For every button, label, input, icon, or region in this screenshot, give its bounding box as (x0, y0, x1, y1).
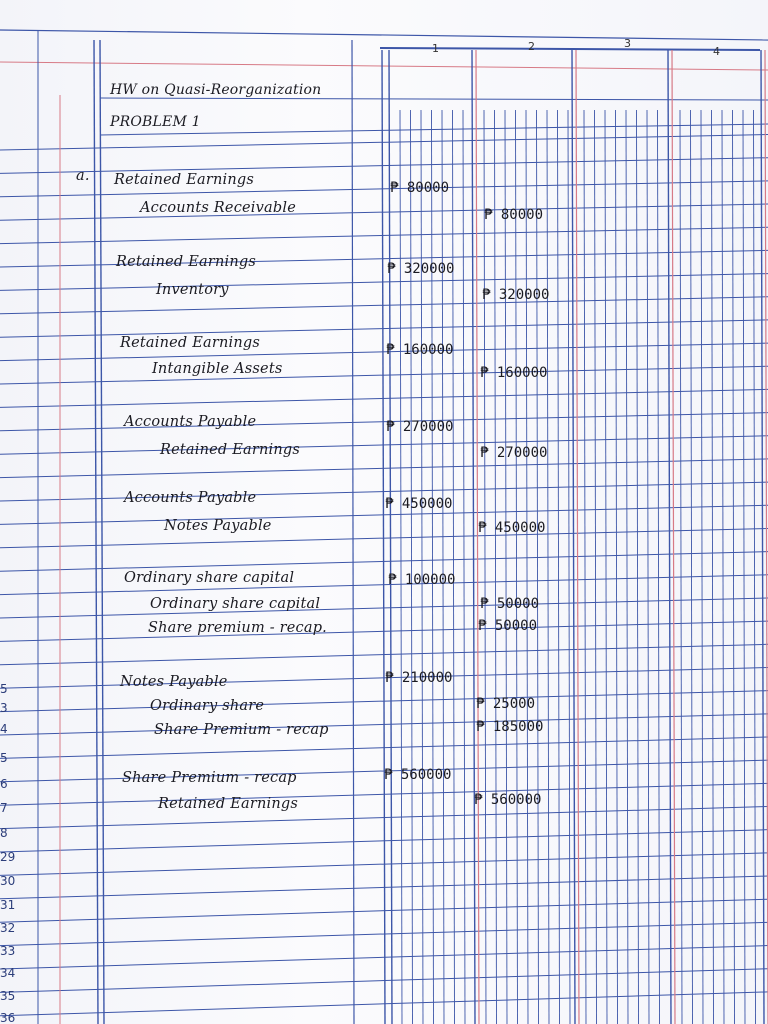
money-column-rule (605, 110, 607, 1024)
journal-account-debit: Accounts Payable (124, 414, 257, 430)
ledger-row-rule (0, 227, 768, 243)
part-label: a. (76, 168, 90, 184)
margin-rule (94, 40, 98, 1024)
money-separator-rule (472, 50, 475, 1024)
money-column-rule (453, 110, 455, 1024)
header-rule (0, 30, 768, 40)
money-column-rule (463, 110, 465, 1024)
money-column-rule (558, 110, 560, 1024)
journal-account-credit: Retained Earnings (158, 796, 299, 812)
row-number: 5 (0, 682, 8, 696)
debit-amount: ₱ 450000 (385, 496, 453, 512)
credit-amount: ₱ 50000 (478, 618, 538, 634)
row-number: 34 (0, 966, 16, 980)
money-column-rule (595, 110, 597, 1024)
journal-account-debit: Notes Payable (120, 674, 228, 690)
ledger-row-rule (0, 413, 768, 431)
column-number-2: 2 (528, 40, 535, 53)
money-column-rule (637, 110, 639, 1024)
column-rule (382, 50, 385, 1024)
journal-account-credit: Retained Earnings (160, 442, 301, 458)
ledger-row-rule (0, 969, 768, 993)
journal-account-credit: Accounts Receivable (140, 200, 296, 216)
journal-account-debit: Retained Earnings (120, 335, 261, 351)
money-column-rule (421, 110, 423, 1024)
header-rule (0, 62, 768, 70)
money-column-rule (537, 110, 539, 1024)
journal-account-credit: Share premium - recap. (148, 620, 327, 636)
journal-account-credit: Ordinary share capital (150, 596, 321, 612)
credit-amount: ₱ 270000 (480, 445, 548, 461)
credit-amount: ₱ 160000 (480, 365, 548, 381)
journal-account-debit: Share Premium - recap (122, 770, 297, 786)
debit-amount: ₱ 80000 (390, 180, 450, 196)
credit-amount: ₱ 50000 (480, 596, 540, 612)
journal-account-debit: Retained Earnings (116, 254, 257, 270)
credit-amount: ₱ 320000 (482, 287, 550, 303)
money-column-rule (743, 110, 745, 1024)
row-number: 3 (0, 701, 8, 715)
money-column-rule (691, 110, 693, 1024)
ledger-row-rule (0, 992, 768, 1016)
money-column-rule (584, 110, 586, 1024)
debit-amount: ₱ 210000 (385, 670, 453, 686)
credit-amount: ₱ 450000 (478, 520, 546, 536)
money-separator-rule (572, 50, 575, 1024)
money-separator-rule (476, 50, 479, 1024)
money-column-rule (680, 110, 682, 1024)
money-column-rule (616, 110, 618, 1024)
row-number: 31 (0, 898, 16, 912)
money-column-rule (733, 110, 735, 1024)
money-column-rule (516, 110, 518, 1024)
ledger-row-rule (0, 320, 768, 337)
money-separator-rule (576, 50, 579, 1024)
journal-account-debit: Ordinary share capital (124, 570, 295, 586)
money-separator-rule (761, 50, 764, 1024)
money-column-rule (432, 110, 434, 1024)
money-column-rule (547, 110, 549, 1024)
margin-rule (100, 40, 104, 1024)
debit-amount: ₱ 270000 (386, 419, 454, 435)
money-column-rule (484, 110, 486, 1024)
ledger-row-rule (0, 343, 768, 361)
debit-amount: ₱ 100000 (388, 572, 456, 588)
money-column-rule (754, 110, 756, 1024)
column-rule (389, 50, 392, 1024)
journal-account-credit: Intangible Assets (152, 361, 283, 377)
column-number-3: 3 (624, 37, 631, 50)
credit-amount: ₱ 25000 (476, 696, 536, 712)
problem-label: PROBLEM 1 (110, 114, 201, 130)
journal-account-debit: Retained Earnings (114, 172, 255, 188)
column-number-1: 1 (432, 42, 439, 55)
money-column-rule (658, 110, 660, 1024)
row-number: 32 (0, 921, 16, 935)
ledger-row-rule (0, 946, 768, 969)
money-column-rule (526, 110, 528, 1024)
row-number: 8 (0, 826, 8, 840)
page-title: HW on Quasi-Reorganization (110, 82, 322, 98)
money-separator-rule (672, 50, 675, 1024)
row-number: 33 (0, 944, 16, 958)
ledger-row-rule (0, 204, 768, 220)
journal-account-credit: Ordinary share (150, 698, 265, 714)
ledger-row-rule (0, 436, 768, 454)
row-number: 30 (0, 874, 16, 888)
money-column-rule (505, 110, 507, 1024)
row-number: 4 (0, 722, 8, 736)
credit-amount: ₱ 560000 (474, 792, 542, 808)
row-number: 5 (0, 751, 8, 765)
money-column-rule (568, 110, 570, 1024)
journal-account-credit: Inventory (156, 282, 229, 298)
money-separator-rule (668, 50, 671, 1024)
row-number: 29 (0, 850, 16, 864)
ledger-row-rule (0, 274, 768, 291)
journal-account-credit: Share Premium - recap (154, 722, 329, 738)
ledger-row-rule (0, 297, 768, 314)
money-column-rule (647, 110, 649, 1024)
journal-account-credit: Notes Payable (164, 518, 272, 534)
money-column-rule (626, 110, 628, 1024)
credit-amount: ₱ 80000 (484, 207, 544, 223)
journal-account-debit: Accounts Payable (124, 490, 257, 506)
money-column-rule (442, 110, 444, 1024)
column-number-4: 4 (713, 45, 720, 58)
ledger-row-rule (0, 366, 768, 384)
row-number: 36 (0, 1011, 16, 1024)
money-column-rule (712, 110, 714, 1024)
ledger-row-rule (0, 135, 768, 150)
row-number: 35 (0, 989, 16, 1003)
money-column-rule (495, 110, 497, 1024)
credit-amount: ₱ 185000 (476, 719, 544, 735)
debit-amount: ₱ 560000 (384, 767, 452, 783)
money-column-rule (722, 110, 724, 1024)
debit-amount: ₱ 320000 (387, 261, 455, 277)
debit-amount: ₱ 160000 (386, 342, 454, 358)
row-number: 7 (0, 801, 8, 815)
row-number: 6 (0, 777, 8, 791)
money-column-rule (701, 110, 703, 1024)
ledger-row-rule (0, 389, 768, 407)
column-rule (352, 40, 354, 1024)
